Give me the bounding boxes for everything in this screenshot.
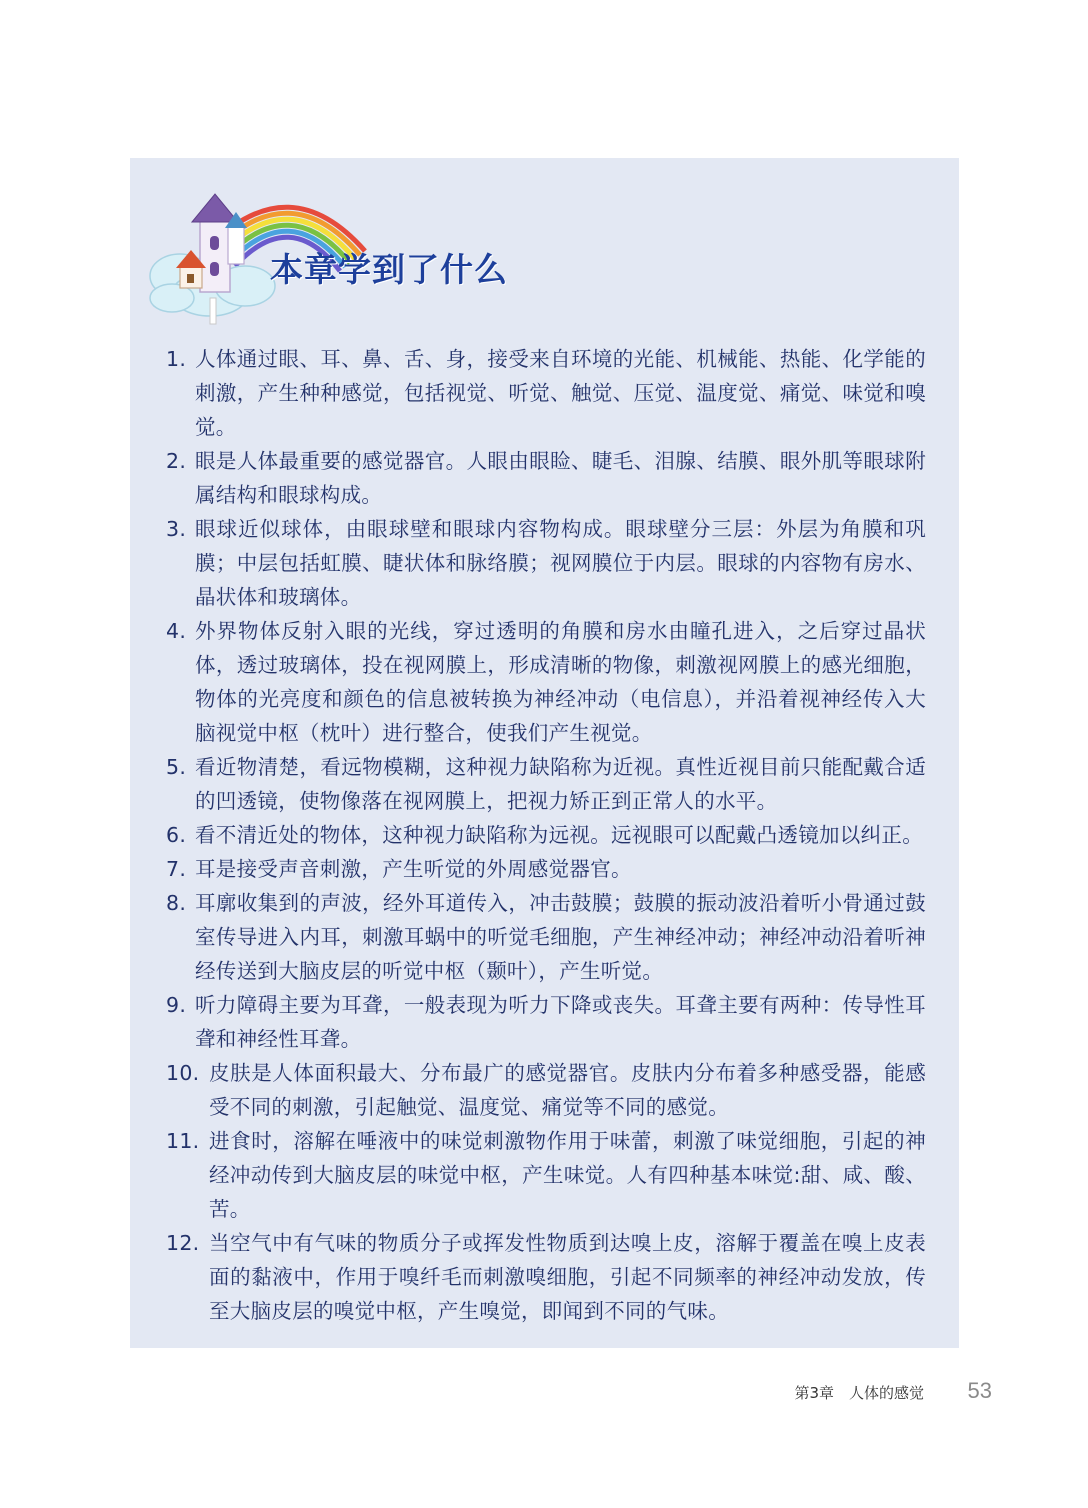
item-text: 当空气中有气味的物质分子或挥发性物质到达嗅上皮，溶解于覆盖在嗅上皮表面的黏液中，作用于嗅纤毛而刺激嗅细胞，引起不同频率的神经冲动发放，传至大脑皮层的嗅觉中枢，产生嗅觉，即闻到不同的气味。: [209, 1231, 926, 1323]
chapter-banner: [140, 176, 540, 326]
item-number: 1.: [166, 347, 187, 371]
item-number: 3.: [166, 517, 187, 541]
item-number: 9.: [166, 993, 187, 1017]
footer-chapter-title: 第3章 人体的感觉: [794, 1384, 924, 1402]
item-number: 8.: [166, 891, 187, 915]
chapter-heading: 本章学到了什么: [270, 250, 508, 289]
list-item: [166, 444, 926, 512]
summary-box: [130, 158, 959, 1348]
item-text: 耳廓收集到的声波，经外耳道传入，冲击鼓膜；鼓膜的振动波沿着听小骨通过鼓室传导进入内耳，刺激耳蜗中的听觉毛细胞，产生神经冲动；神经冲动沿着听神经传送到大脑皮层的听觉中枢（颞叶），产生听觉。: [195, 891, 926, 983]
item-text: 看不清近处的物体，这种视力缺陷称为远视。远视眼可以配戴凸透镜加以纠正。: [195, 823, 923, 847]
item-number: 11.: [166, 1129, 200, 1153]
item-number: 6.: [166, 823, 187, 847]
list-item: [166, 988, 926, 1056]
item-text: 人体通过眼、耳、鼻、舌、身，接受来自环境的光能、机械能、热能、化学能的刺激，产生种种感觉，包括视觉、听觉、触觉、压觉、温度觉、痛觉、味觉和嗅觉。: [195, 347, 926, 439]
item-text: 皮肤是人体面积最大、分布最广的感觉器官。皮肤内分布着多种感受器，能感受不同的刺激，引起触觉、温度觉、痛觉等不同的感觉。: [209, 1061, 926, 1119]
page-number: 53: [967, 1378, 992, 1403]
item-number: 2.: [166, 449, 187, 473]
item-text: 眼是人体最重要的感觉器官。人眼由眼睑、睫毛、泪腺、结膜、眼外肌等眼球附属结构和眼球构成。: [195, 449, 926, 507]
item-number: 4.: [166, 619, 187, 643]
list-item: [166, 614, 926, 750]
list-item: [166, 1226, 926, 1328]
item-number: 7.: [166, 857, 187, 881]
item-text: 外界物体反射入眼的光线，穿过透明的角膜和房水由瞳孔进入，之后穿过晶状体，透过玻璃体，投在视网膜上，形成清晰的物像，刺激视网膜上的感光细胞，物体的光亮度和颜色的信息被转换为神经冲动（电信息），并沿着视神经传入大脑视觉中枢（枕叶）进行整合，使我们产生视觉。: [195, 619, 926, 745]
list-item: [166, 342, 926, 444]
list-item: [166, 886, 926, 988]
item-text: 进食时，溶解在唾液中的味觉刺激物作用于味蕾，刺激了味觉细胞，引起的神经冲动传到大脑皮层的味觉中枢，产生味觉。人有四种基本味觉:甜、咸、酸、苦。: [209, 1129, 926, 1221]
list-item: [166, 818, 926, 852]
item-number: 12.: [166, 1231, 200, 1255]
item-text: 眼球近似球体，由眼球壁和眼球内容物构成。眼球壁分三层：外层为角膜和巩膜；中层包括虹膜、睫状体和脉络膜；视网膜位于内层。眼球的内容物有房水、晶状体和玻璃体。: [195, 517, 926, 609]
list-item: [166, 512, 926, 614]
item-text: 看近物清楚，看远物模糊，这种视力缺陷称为近视。真性近视目前只能配戴合适的凹透镜，使物像落在视网膜上，把视力矫正到正常人的水平。: [195, 755, 926, 813]
list-item: [166, 750, 926, 818]
list-item: [166, 1124, 926, 1226]
summary-list: [166, 342, 926, 1328]
item-number: 10.: [166, 1061, 200, 1085]
item-text: 耳是接受声音刺激，产生听觉的外周感觉器官。: [195, 857, 632, 881]
list-item: [166, 852, 926, 886]
item-text: 听力障碍主要为耳聋，一般表现为听力下降或丧失。耳聋主要有两种：传导性耳聋和神经性耳聋。: [195, 993, 926, 1051]
list-item: [166, 1056, 926, 1124]
item-number: 5.: [166, 755, 187, 779]
